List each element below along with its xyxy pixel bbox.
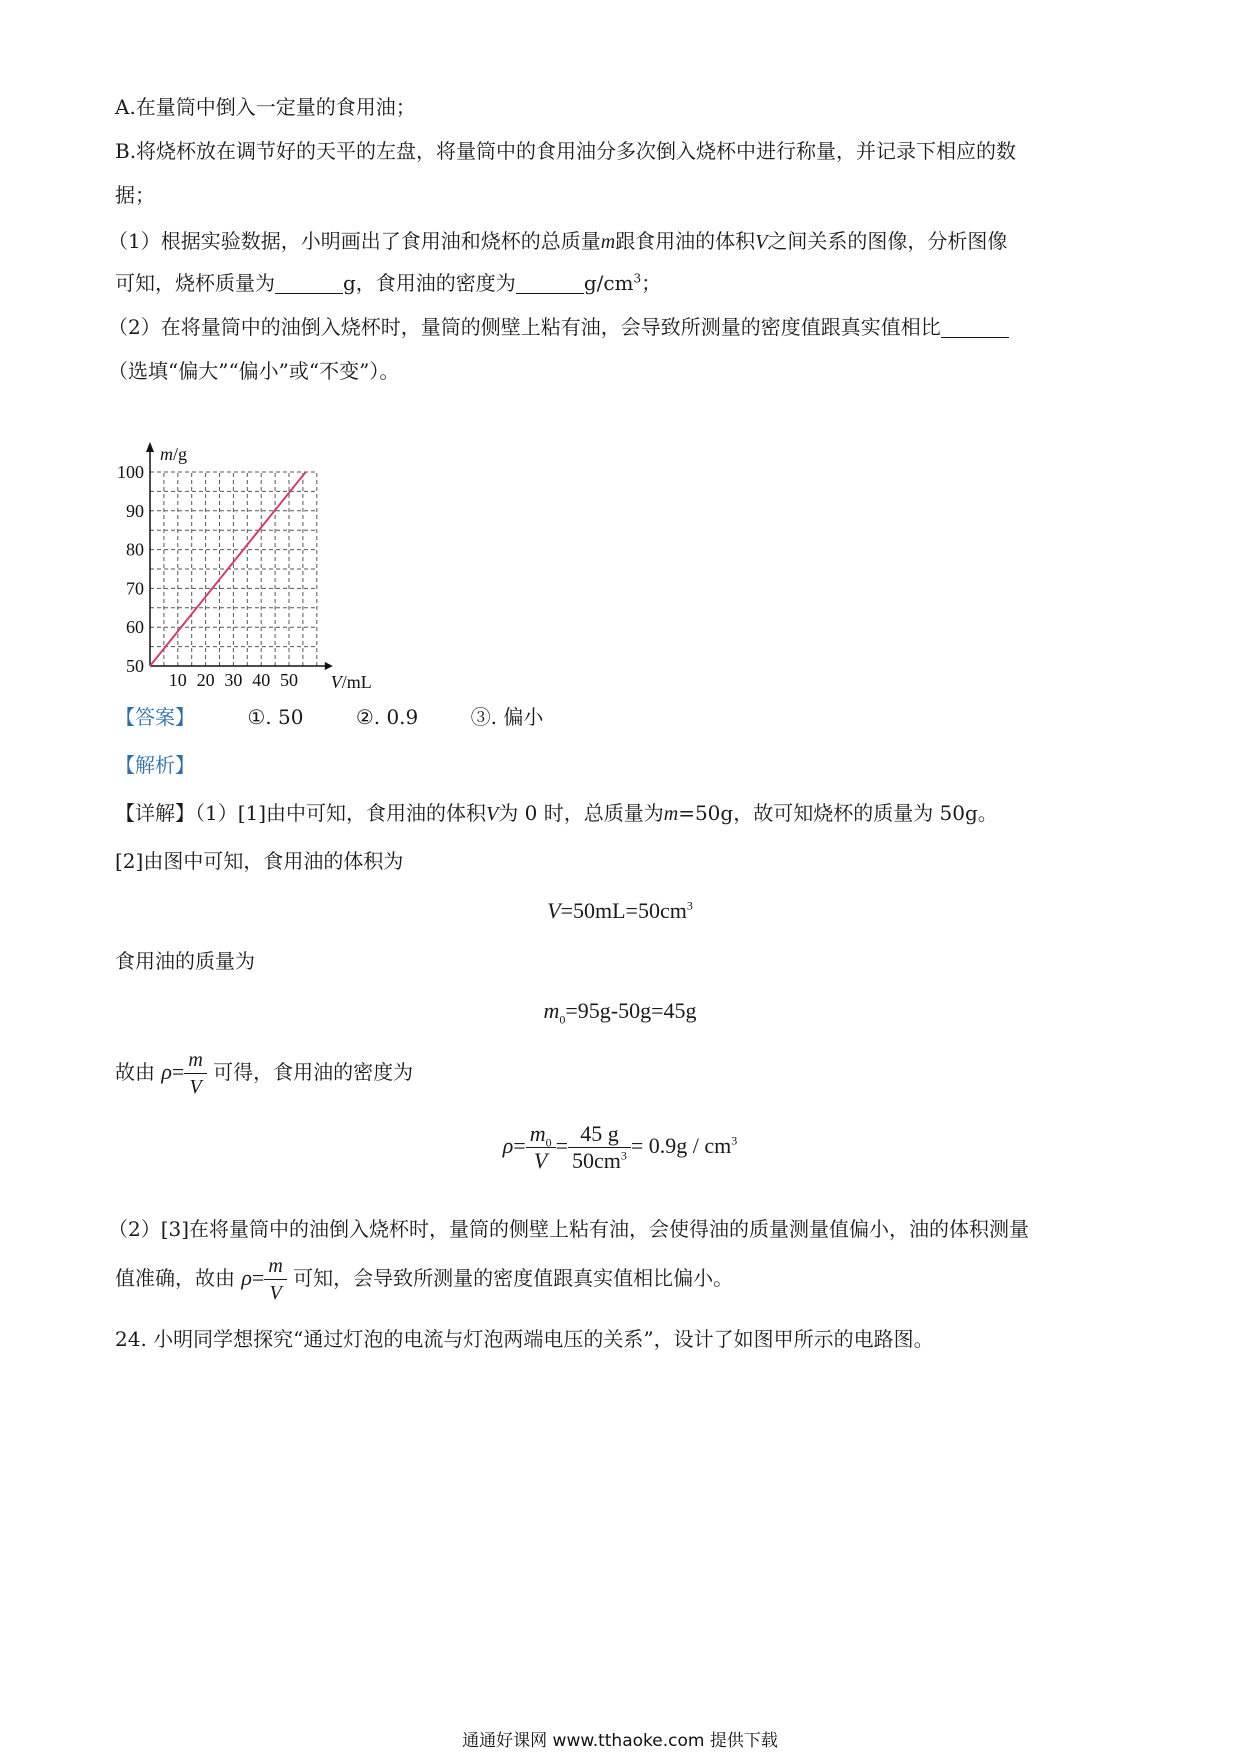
question-1-line1: （1）根据实验数据，小明画出了食用油和烧杯的总质量m跟食用油的体积V之间关系的图像，分析图像 [108, 229, 1008, 253]
equation-density: ρ= $\frac{m_0}{V}$ = $\frac{45 g}{50cm^3}$ = $0.9g / cm^3$ [502, 1121, 738, 1174]
x-tick-label: 40 [252, 670, 271, 688]
x-axis-arrow [325, 662, 333, 670]
step-b-line2: 据； [115, 183, 155, 207]
detail-line2: [2]由图中可知，食用油的体积为 [115, 849, 404, 873]
question-1-line2: 可知，烧杯质量为 g，食用油的密度为 $g/cm^3$； [115, 271, 662, 295]
y-tick-label: 80 [126, 539, 144, 560]
detail-line6: 值准确，故由 ρ= $\frac{m}{V}$ 可知，会导致所测量的密度值跟真实值相比偏小。 [115, 1255, 734, 1304]
y-tick-label: 60 [126, 617, 144, 638]
y-tick-label: 50 [126, 656, 144, 676]
answer-row [115, 702, 543, 732]
detail-line5: （2）[3]在将量筒中的油倒入烧杯时，量筒的侧壁上粘有油，会使得油的质量测量值偏小，油的体积测量 [108, 1217, 1030, 1241]
answer-item-1: ①. 50 [247, 705, 304, 729]
detail-line1: 【详解】（1）[1]由中可知，食用油的体积V为 0 时，总质量为m=50g，故可知烧杯的质量为 50g。 [115, 801, 998, 825]
x-axis-label: V/mL [330, 672, 372, 688]
answer-blank-1[interactable] [275, 271, 343, 294]
answer-item-2: ②. 0.9 [355, 705, 419, 729]
y-axis-arrow [146, 442, 154, 452]
x-tick-label: 10 [168, 670, 187, 688]
x-tick-label: 30 [224, 670, 243, 688]
y-tick-label: 100 [117, 462, 144, 482]
answer-blank-2[interactable] [516, 271, 584, 294]
density-formula: $\frac{m}{V}$ [184, 1047, 206, 1100]
detail-line3: 食用油的质量为 [115, 949, 255, 973]
y-tick-label: 90 [126, 500, 144, 521]
x-tick-label: 20 [196, 670, 215, 688]
answer-item-3: ③. 偏小 [470, 705, 544, 729]
answer-blank-3[interactable] [941, 315, 1009, 338]
detail-line4: 故由 ρ= $\frac{m}{V}$ 可得，食用油的密度为 [115, 1049, 414, 1098]
equation-volume: $V=50mL=50cm^3$ [547, 898, 693, 923]
answer-tag: 【答案】 [115, 705, 195, 729]
y-axis-label: m/g [160, 444, 188, 464]
footer-source: 通通好课网 www.tthaoke.com 提供下载 [462, 1731, 778, 1751]
x-tick-label: 50 [280, 670, 298, 688]
question-2-line1: （2）在将量筒中的油倒入烧杯时，量筒的侧壁上粘有油，会导致所测量的密度值跟真实值相比 [108, 312, 1009, 342]
step-b-line1: B.将烧杯放在调节好的天平的左盘，将量筒中的食用油分多次倒入烧杯中进行称量，并记录下相应的数 [115, 139, 1017, 163]
step-a: A.在量筒中倒入一定量的食用油； [115, 95, 416, 119]
equation-mass: $m_0=95g-50g=45g$ [543, 998, 697, 1027]
mass-volume-graph [108, 438, 398, 688]
y-tick-label: 70 [126, 578, 144, 599]
question-2-line2: （选填“偏大”“偏小”或“不变”）。 [108, 359, 400, 383]
question-24: 24. 小明同学想探究“通过灯泡的电流与灯泡两端电压的关系”，设计了如图甲所示的电路图。 [115, 1327, 934, 1351]
analysis-tag: 【解析】 [115, 753, 195, 777]
